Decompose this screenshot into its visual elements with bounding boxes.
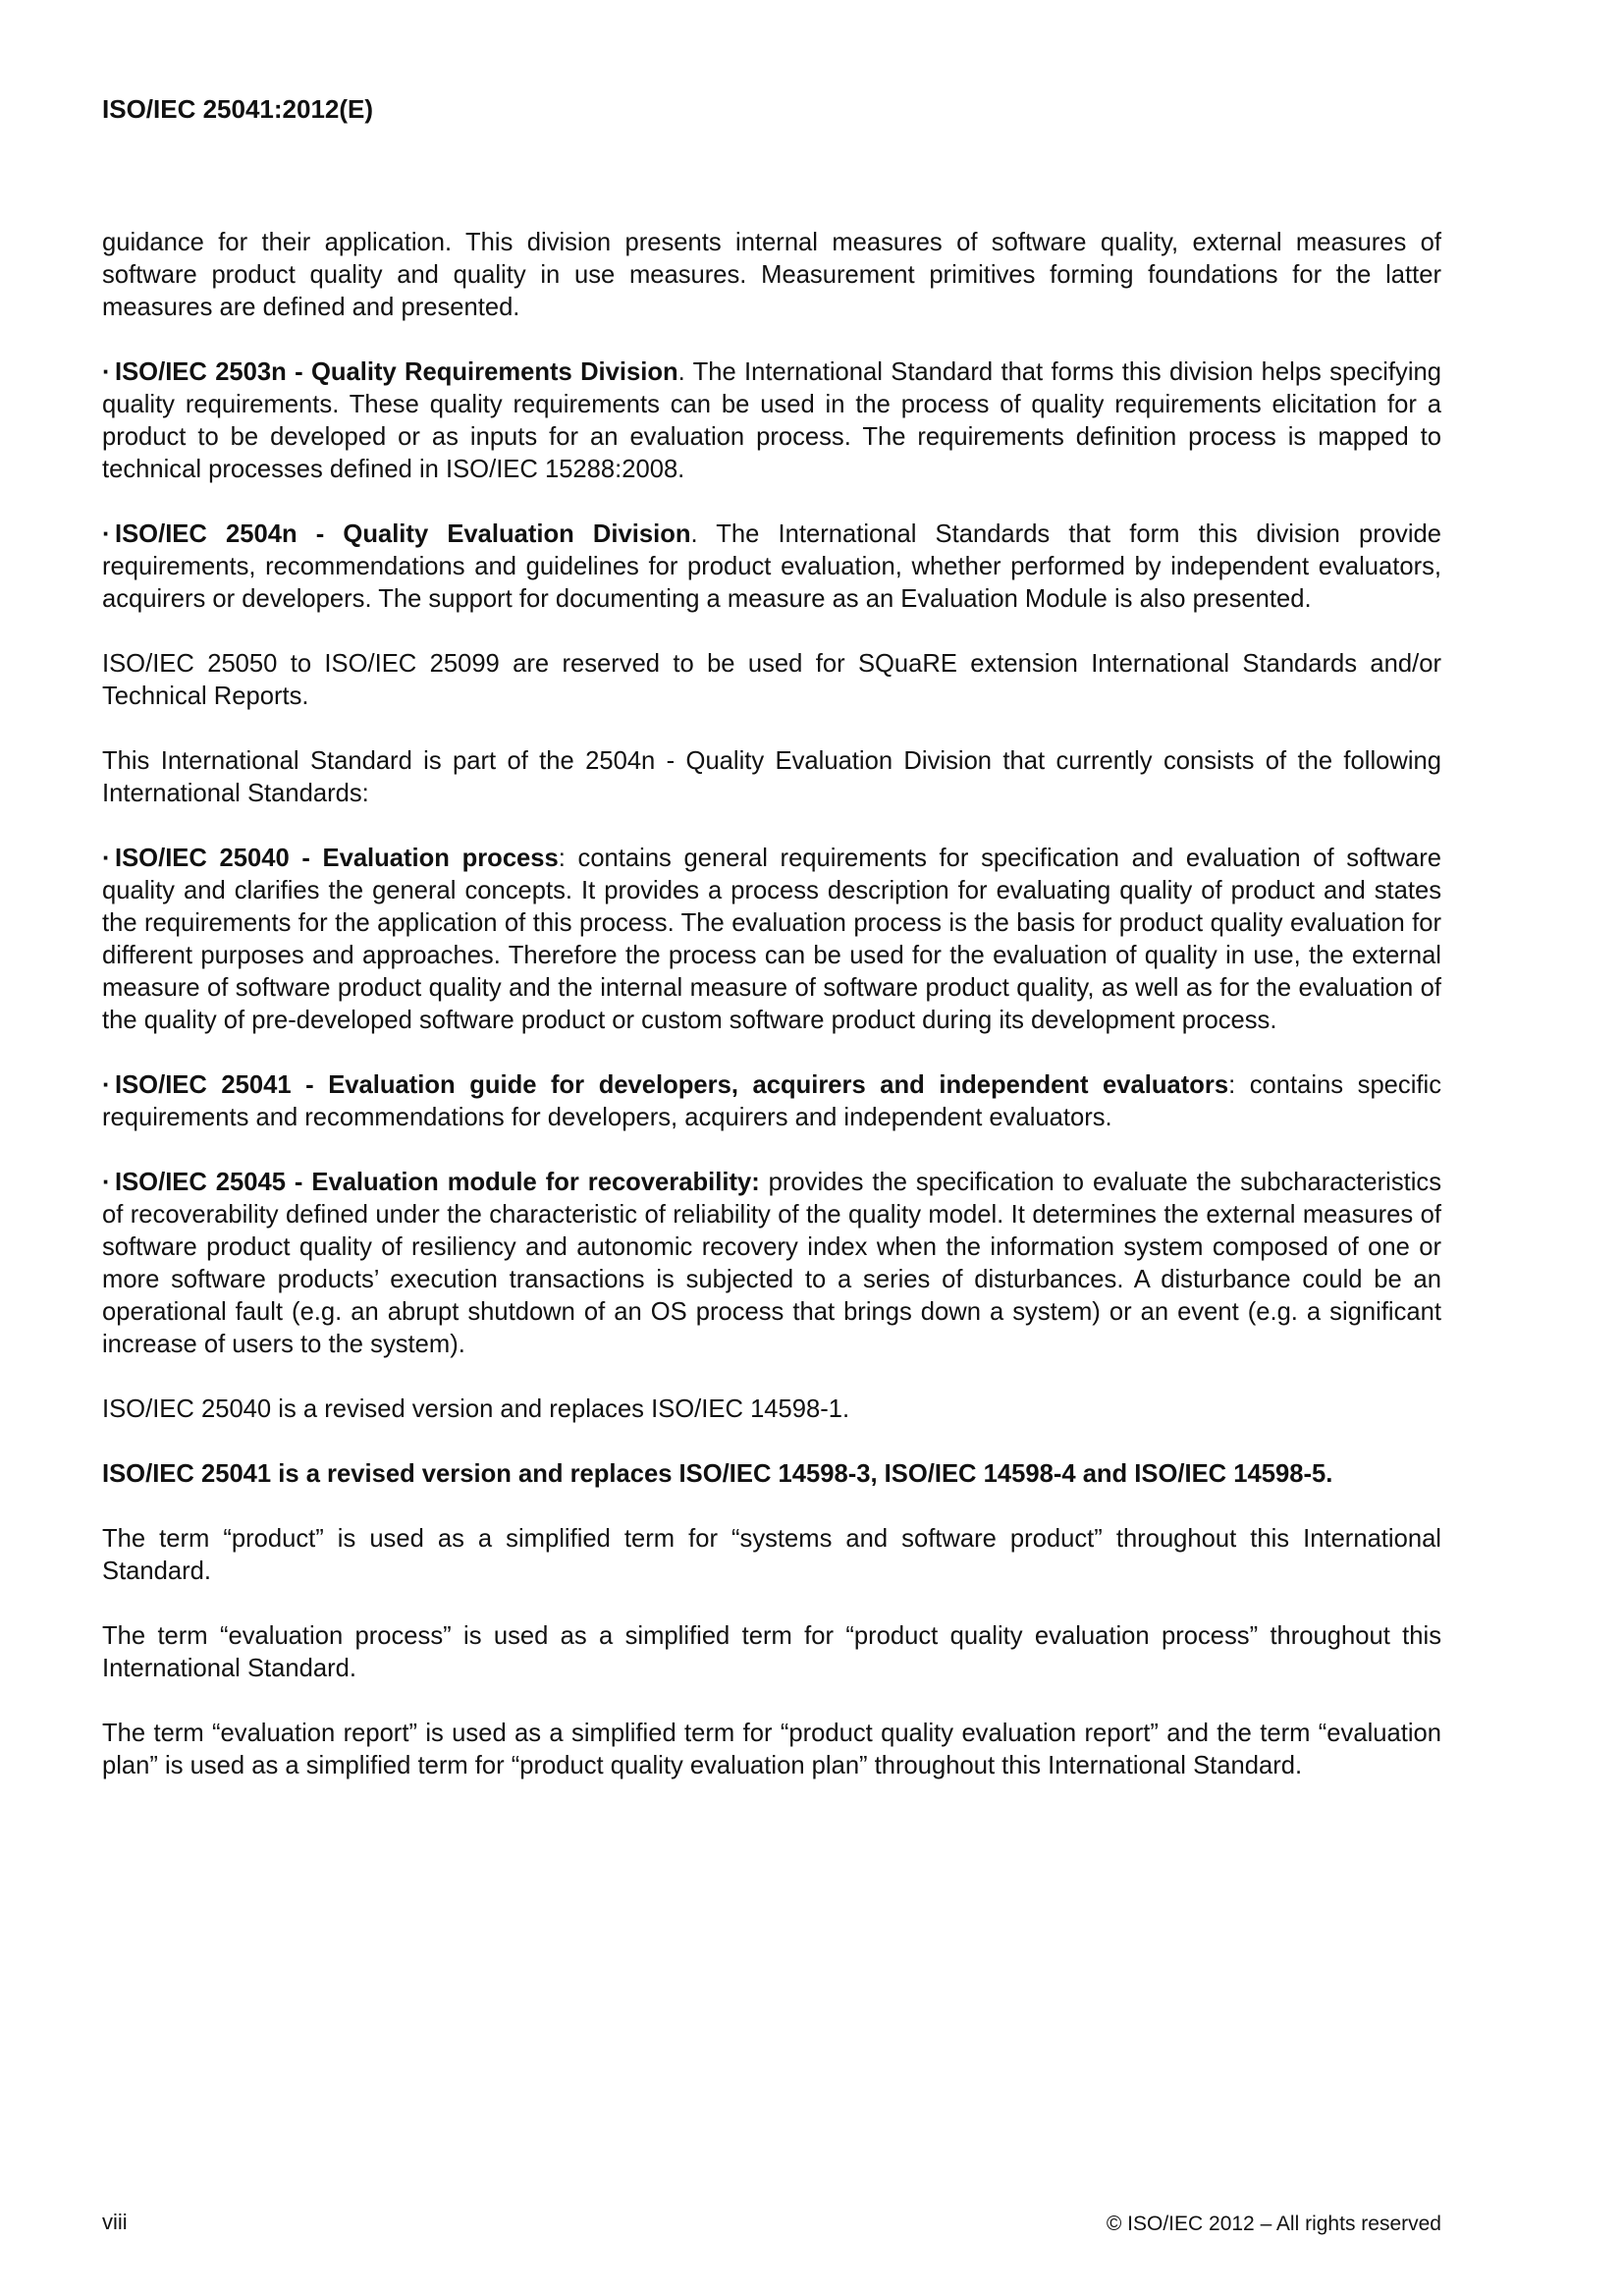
standard-25041-title: ISO/IEC 25041 - Evaluation guide for developers, acquirers and independent evaluators <box>115 1071 1229 1099</box>
bullet-marker: · <box>102 520 111 548</box>
standard-25041-text: : contains specific requirements and recommendations for developers, acquirers and independent evaluators. <box>102 1071 1441 1131</box>
paragraph-reserved: ISO/IEC 25050 to ISO/IEC 25099 are reserved to be used for SQuaRE extension International Standards and/or Technical Reports. <box>102 650 1441 710</box>
document-id-header: ISO/IEC 25041:2012(E) <box>102 94 374 124</box>
division-2504n-paragraph <box>102 519 1441 616</box>
bullet-marker: · <box>102 358 111 386</box>
page-footer <box>102 2210 1441 2239</box>
document-body <box>102 227 1441 1815</box>
paragraph-term-evaluation-process: The term “evaluation process” is used as a simplified term for “product quality evaluation process” throughout this International Standard. <box>102 1622 1441 1682</box>
standard-25040-paragraph <box>102 843 1441 1037</box>
bullet-marker: · <box>102 845 111 872</box>
bullet-marker: · <box>102 1071 111 1099</box>
bullet-marker: · <box>102 1169 111 1196</box>
standard-25040-title: ISO/IEC 25040 - Evaluation process <box>115 845 559 872</box>
paragraph-25040-revised: ISO/IEC 25040 is a revised version and replaces ISO/IEC 14598-1. <box>102 1395 850 1423</box>
division-2503n-title: ISO/IEC 2503n - Quality Requirements Division <box>115 358 678 386</box>
division-2504n-text: . The International Standards that form this division provide requirements, recommendations and guidelines for product evaluation, whether performed by independent evaluators, acquirers or developers. The support for documenting a measure as an Evaluation Module is also presented. <box>102 520 1441 613</box>
page-number: viii <box>102 2210 128 2234</box>
paragraph-part-of: This International Standard is part of the 2504n - Quality Evaluation Division that currently consists of the following International Standards: <box>102 747 1441 807</box>
standard-25040-text: : contains general requirements for specification and evaluation of software quality and clarifies the general concepts. It provides a process description for evaluating quality of product and states the requirements for the application of this process. The evaluation process is the basis for product quality evaluation for different purposes and approaches. Therefore the process can be used for the evaluation of quality in use, the external measure of software product quality and the internal measure of software product quality, as well as for the evaluation of the quality of pre-developed software product or custom software product during its development process. <box>102 845 1441 1034</box>
paragraph-term-product: The term “product” is used as a simplified term for “systems and software product” throughout this International Standard. <box>102 1525 1441 1585</box>
division-2504n-title: ISO/IEC 2504n - Quality Evaluation Division <box>115 520 691 548</box>
division-2503n-paragraph <box>102 356 1441 486</box>
copyright-notice: © ISO/IEC 2012 – All rights reserved <box>1106 2213 1441 2235</box>
paragraph-term-evaluation-report: The term “evaluation report” is used as a simplified term for “product quality evaluation report” and the term “evaluation plan” is used as a simplified term for “product quality evaluation plan” throughout this International Standard. <box>102 1720 1441 1779</box>
division-2503n-text: . The International Standard that forms this division helps specifying quality requirements. These quality requirements can be used in the process of quality requirements elicitation for a product to be developed or as inputs for an evaluation process. The requirements definition process is mapped to technical processes defined in ISO/IEC 15288:2008. <box>102 358 1441 483</box>
paragraph-guidance: guidance for their application. This division presents internal measures of software quality, external measures of software product quality and quality in use measures. Measurement primitives forming foundations for the latter measures are defined and presented. <box>102 229 1441 321</box>
standard-25045-title: ISO/IEC 25045 - Evaluation module for recoverability: <box>115 1169 760 1196</box>
paragraph-25041-revised: ISO/IEC 25041 is a revised version and replaces ISO/IEC 14598-3, ISO/IEC 14598-4 and ISO/IEC 14598-5. <box>102 1460 1333 1488</box>
standard-25041-paragraph <box>102 1069 1441 1134</box>
standard-25045-text: provides the specification to evaluate the subcharacteristics of recoverability defined under the characteristic of reliability of the quality model. It determines the external measures of software product quality of resiliency and autonomic recovery index when the information system composed of one or more software products’ execution transactions is subjected to a series of disturbances. A disturbance could be an operational fault (e.g. an abrupt shutdown of an OS process that brings down a system) or an event (e.g. a significant increase of users to the system). <box>102 1169 1442 1358</box>
standard-25045-paragraph <box>102 1167 1441 1361</box>
